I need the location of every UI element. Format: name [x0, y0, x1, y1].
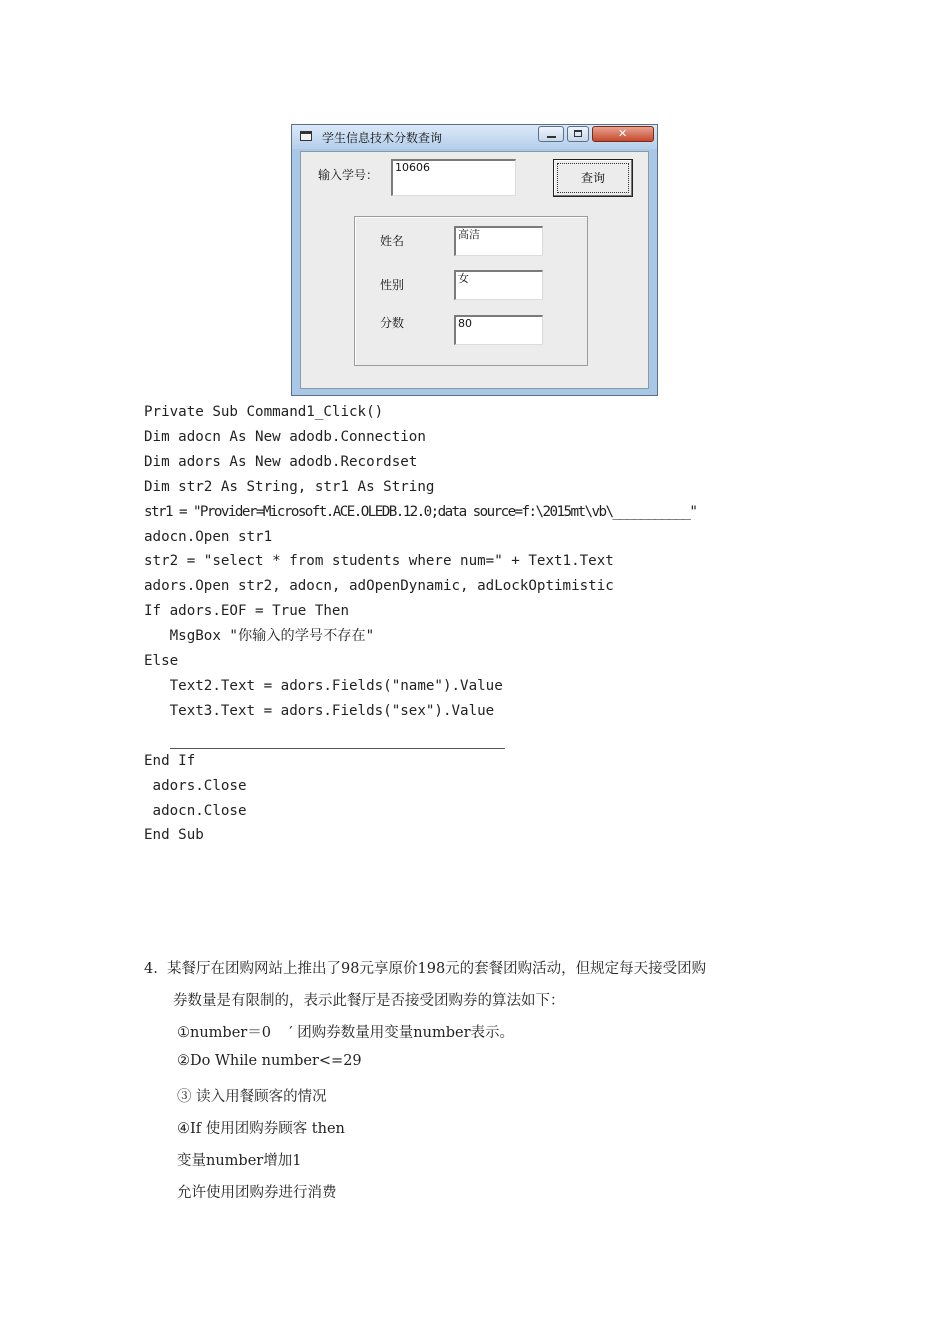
- window-title: 学生信息技术分数查询: [322, 131, 443, 145]
- code-line: adocn.Close: [144, 802, 247, 819]
- form-client-area: [300, 151, 649, 389]
- code-line: End Sub: [144, 827, 204, 844]
- algorithm-step: ②Do While number<=29: [177, 1053, 362, 1069]
- vb-form-window: [291, 124, 658, 396]
- algorithm-step: ①number＝0 ′ 团购券数量用变量number表示。: [177, 1025, 515, 1041]
- code-line: adors.Open str2, adocn, adOpenDynamic, adLockOptimistic: [144, 578, 614, 595]
- code-line: adocn.Open str1: [144, 528, 273, 545]
- code-line: Text3.Text = adors.Fields("sex").Value: [144, 702, 495, 719]
- algorithm-step: ④If 使用团购券顾客 then: [177, 1121, 345, 1137]
- code-line: Dim str2 As String, str1 As String: [144, 478, 435, 495]
- name-textbox[interactable]: 高洁: [454, 226, 543, 256]
- code-line: End If: [144, 752, 196, 769]
- code-line: adors.Close: [144, 777, 247, 794]
- code-line-connection-string: str1 = "Provider=Microsoft.ACE.OLEDB.12.0;data source=f:\2015mt\vb\___________": [144, 503, 697, 520]
- maximize-icon[interactable]: [567, 126, 589, 142]
- score-label: 分数: [380, 316, 405, 330]
- code-line: If adors.EOF = True Then: [144, 603, 349, 620]
- title-bar: [292, 125, 657, 149]
- student-id-label: 输入学号：: [318, 168, 379, 182]
- code-line: Dim adocn As New adodb.Connection: [144, 428, 426, 445]
- algorithm-step: ③ 读入用餐顾客的情况: [177, 1089, 327, 1105]
- code-blank-line: [144, 724, 696, 749]
- question-4-line-2: 券数量是有限制的，表示此餐厅是否接受团购券的算法如下：: [173, 993, 565, 1009]
- code-line: Dim adors As New adodb.Recordset: [144, 453, 418, 470]
- fill-in-blank: [170, 732, 505, 749]
- score-textbox[interactable]: 80: [454, 315, 543, 345]
- question-4-line-1: 4. 某餐厅在团购网站上推出了98元享原价198元的套餐团购活动，但规定每天接受团购: [144, 961, 707, 977]
- vb-code-block: [144, 400, 696, 848]
- code-line: MsgBox "你输入的学号不存在": [144, 628, 375, 645]
- algorithm-step: 允许使用团购券进行消费: [177, 1185, 337, 1201]
- query-button[interactable]: 查询: [553, 159, 633, 197]
- sex-label: 性别: [380, 278, 405, 292]
- code-line: Text2.Text = adors.Fields("name").Value: [144, 677, 503, 694]
- student-id-input[interactable]: 10606: [391, 159, 516, 196]
- code-line: str2 = "select * from students where num=" + Text1.Text: [144, 553, 614, 570]
- algorithm-step: 变量number增加1: [177, 1153, 302, 1169]
- sex-textbox[interactable]: 女: [454, 270, 543, 300]
- form-icon: [300, 131, 312, 141]
- minimize-icon[interactable]: [538, 126, 564, 142]
- code-line: Else: [144, 653, 179, 670]
- close-icon[interactable]: [592, 126, 654, 142]
- name-label: 姓名: [380, 234, 405, 248]
- code-line: Private Sub Command1_Click(): [144, 404, 384, 420]
